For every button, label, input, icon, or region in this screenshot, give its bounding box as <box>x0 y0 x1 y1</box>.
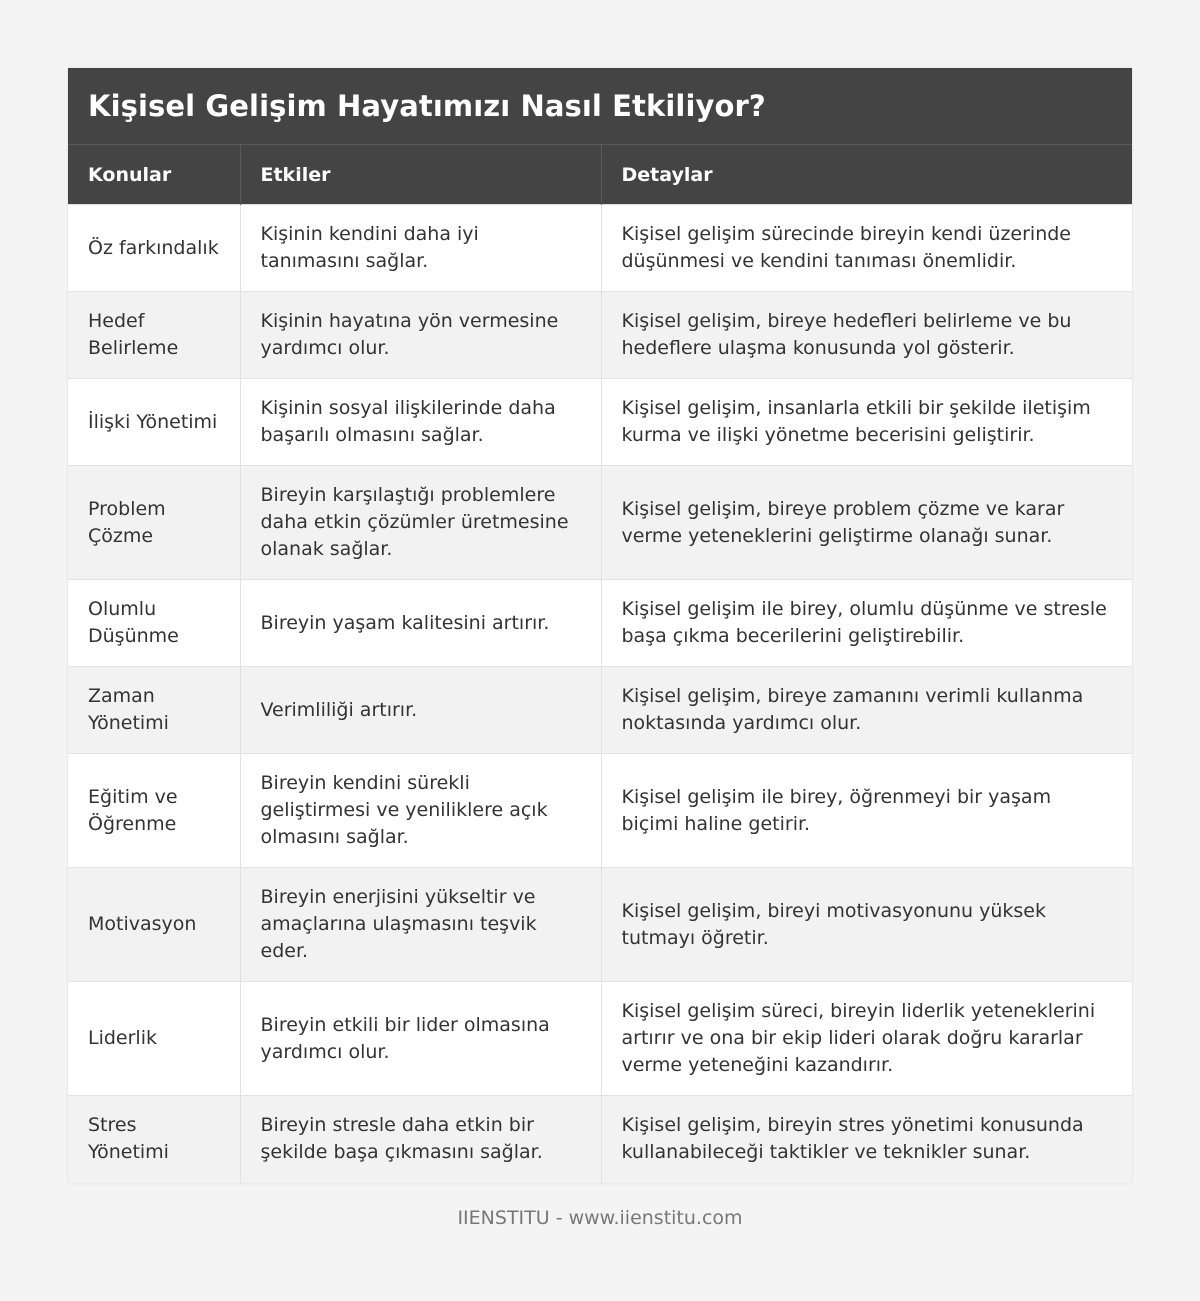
table-row <box>68 379 1132 466</box>
cell-effect: Kişinin kendini daha iyi tanımasını sağlar. <box>240 205 601 292</box>
cell-topic: Stres Yönetimi <box>68 1096 240 1183</box>
cell-effect: Bireyin karşılaştığı problemlere daha etkin çözümler üretmesine olanak sağlar. <box>240 466 601 580</box>
column-header-etkiler: Etkiler <box>240 145 601 205</box>
table-row <box>68 982 1132 1096</box>
cell-effect: Bireyin kendini sürekli geliştirmesi ve yeniliklere açık olmasını sağlar. <box>240 754 601 868</box>
cell-effect: Bireyin etkili bir lider olmasına yardımcı olur. <box>240 982 601 1096</box>
cell-topic: İlişki Yönetimi <box>68 379 240 466</box>
cell-detail: Kişisel gelişim, bireye problem çözme ve karar verme yeteneklerini geliştirme olanağı sunar. <box>601 466 1132 580</box>
cell-topic: Motivasyon <box>68 868 240 982</box>
table-row <box>68 868 1132 982</box>
table-header-row <box>68 145 1132 205</box>
cell-topic: Öz farkındalık <box>68 205 240 292</box>
cell-topic: Hedef Belirleme <box>68 292 240 379</box>
table-row <box>68 580 1132 667</box>
cell-detail: Kişisel gelişim, insanlarla etkili bir şekilde iletişim kurma ve ilişki yönetme becerisini geliştirir. <box>601 379 1132 466</box>
cell-effect: Verimliliği artırır. <box>240 667 601 754</box>
cell-topic: Zaman Yönetimi <box>68 667 240 754</box>
cell-detail: Kişisel gelişim süreci, bireyin liderlik yeteneklerini artırır ve ona bir ekip lideri olarak doğru kararlar verme yeteneğini kazandırır. <box>601 982 1132 1096</box>
cell-effect: Bireyin yaşam kalitesini artırır. <box>240 580 601 667</box>
cell-detail: Kişisel gelişim, bireyin stres yönetimi konusunda kullanabileceği taktikler ve teknikler sunar. <box>601 1096 1132 1183</box>
cell-detail: Kişisel gelişim ile birey, olumlu düşünme ve stresle başa çıkma becerilerini geliştirebilir. <box>601 580 1132 667</box>
data-table <box>68 144 1132 1183</box>
cell-effect: Bireyin stresle daha etkin bir şekilde başa çıkmasını sağlar. <box>240 1096 601 1183</box>
cell-topic: Olumlu Düşünme <box>68 580 240 667</box>
table-card <box>68 68 1132 1183</box>
cell-detail: Kişisel gelişim, bireye zamanını verimli kullanma noktasında yardımcı olur. <box>601 667 1132 754</box>
column-header-konular: Konular <box>68 145 240 205</box>
cell-effect: Kişinin hayatına yön vermesine yardımcı olur. <box>240 292 601 379</box>
page-title: Kişisel Gelişim Hayatımızı Nasıl Etkiliyor? <box>88 89 766 123</box>
table-row <box>68 466 1132 580</box>
table-row <box>68 205 1132 292</box>
cell-topic: Eğitim ve Öğrenme <box>68 754 240 868</box>
table-row <box>68 667 1132 754</box>
cell-topic: Liderlik <box>68 982 240 1096</box>
cell-effect: Kişinin sosyal ilişkilerinde daha başarılı olmasını sağlar. <box>240 379 601 466</box>
cell-effect: Bireyin enerjisini yükseltir ve amaçlarına ulaşmasını teşvik eder. <box>240 868 601 982</box>
table-row <box>68 292 1132 379</box>
cell-detail: Kişisel gelişim, bireyi motivasyonunu yüksek tutmayı öğretir. <box>601 868 1132 982</box>
table-row <box>68 1096 1132 1183</box>
title-bar <box>68 68 1132 144</box>
column-header-detaylar: Detaylar <box>601 145 1132 205</box>
cell-detail: Kişisel gelişim sürecinde bireyin kendi üzerinde düşünmesi ve kendini tanıması önemlidir. <box>601 205 1132 292</box>
cell-detail: Kişisel gelişim ile birey, öğrenmeyi bir yaşam biçimi haline getirir. <box>601 754 1132 868</box>
footer-credit: IIENSTITU - www.iienstitu.com <box>457 1207 743 1229</box>
cell-topic: Problem Çözme <box>68 466 240 580</box>
cell-detail: Kişisel gelişim, bireye hedefleri belirleme ve bu hedeflere ulaşma konusunda yol gösterir. <box>601 292 1132 379</box>
table-row <box>68 754 1132 868</box>
